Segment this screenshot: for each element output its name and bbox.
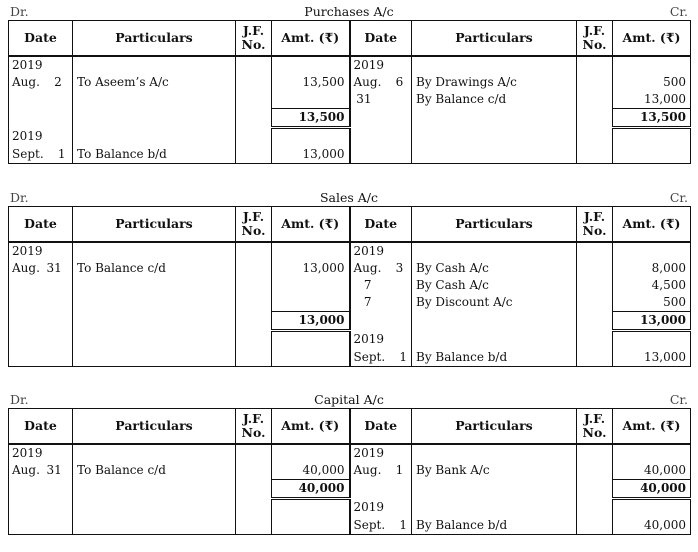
debit-jf xyxy=(236,277,272,294)
debit-date: 2019 xyxy=(9,56,73,74)
credit-date: Sept. 1 xyxy=(350,349,412,367)
credit-amount: 500 xyxy=(613,294,691,312)
credit-date xyxy=(350,312,412,331)
jf-line1: J.F. xyxy=(583,23,606,38)
jf-line1: J.F. xyxy=(242,209,265,224)
debit-amount: 13,500 xyxy=(272,74,350,91)
ledger-header xyxy=(8,188,690,206)
date-header: Date xyxy=(350,207,412,243)
debit-date: Aug. 31 xyxy=(9,462,73,480)
jf-header xyxy=(577,409,613,445)
credit-jf xyxy=(577,146,613,164)
amount-header: Amt. (₹) xyxy=(272,409,350,445)
credit-date: Aug. 1 xyxy=(350,462,412,480)
credit-particulars: By Cash A/c xyxy=(412,277,577,294)
credit-particulars xyxy=(412,444,577,462)
credit-jf xyxy=(577,260,613,277)
credit-date xyxy=(350,146,412,164)
credit-particulars: By Balance c/d xyxy=(412,91,577,109)
debit-date xyxy=(9,91,73,109)
credit-jf xyxy=(577,109,613,128)
debit-particulars xyxy=(73,294,236,312)
credit-amount: 13,500 xyxy=(613,109,691,128)
debit-amount xyxy=(272,517,350,535)
credit-particulars xyxy=(412,312,577,331)
ledger-account xyxy=(8,2,690,164)
credit-amount xyxy=(613,331,691,350)
debit-jf xyxy=(236,444,272,462)
credit-particulars: By Discount A/c xyxy=(412,294,577,312)
credit-jf xyxy=(577,462,613,480)
credit-jf xyxy=(577,312,613,331)
credit-amount: 40,000 xyxy=(613,480,691,499)
credit-particulars xyxy=(412,499,577,518)
credit-amount: 13,000 xyxy=(613,349,691,367)
debit-amount xyxy=(272,242,350,260)
credit-jf xyxy=(577,91,613,109)
debit-amount xyxy=(272,56,350,74)
credit-date: 2019 xyxy=(350,331,412,350)
debit-date xyxy=(9,480,73,499)
jf-line2: No. xyxy=(241,223,266,238)
credit-amount xyxy=(613,146,691,164)
debit-particulars xyxy=(73,277,236,294)
credit-amount: 13,000 xyxy=(613,312,691,331)
credit-jf xyxy=(577,517,613,535)
particulars-header: Particulars xyxy=(73,21,236,57)
ledger-header xyxy=(8,2,690,20)
jf-line2: No. xyxy=(582,223,607,238)
jf-line1: J.F. xyxy=(583,411,606,426)
credit-jf xyxy=(577,74,613,91)
table-row xyxy=(9,444,691,462)
debit-label: Dr. xyxy=(10,190,29,205)
credit-amount: 40,000 xyxy=(613,517,691,535)
debit-jf xyxy=(236,499,272,518)
credit-date: 2019 xyxy=(350,499,412,518)
table-row xyxy=(9,109,691,128)
credit-date: Aug. 6 xyxy=(350,74,412,91)
credit-date xyxy=(350,109,412,128)
credit-amount: 4,500 xyxy=(613,277,691,294)
credit-jf xyxy=(577,480,613,499)
debit-jf xyxy=(236,349,272,367)
particulars-header: Particulars xyxy=(412,21,577,57)
debit-date xyxy=(9,499,73,518)
table-row xyxy=(9,128,691,147)
debit-amount xyxy=(272,444,350,462)
debit-label: Dr. xyxy=(10,392,29,407)
debit-jf xyxy=(236,109,272,128)
credit-amount: 13,000 xyxy=(613,91,691,109)
debit-particulars: To Balance b/d xyxy=(73,146,236,164)
credit-jf xyxy=(577,499,613,518)
ledger-table xyxy=(8,408,691,535)
table-row xyxy=(9,312,691,331)
debit-amount xyxy=(272,349,350,367)
jf-header xyxy=(236,21,272,57)
credit-date: 7 xyxy=(350,294,412,312)
credit-particulars xyxy=(412,331,577,350)
jf-header xyxy=(236,207,272,243)
debit-particulars xyxy=(73,480,236,499)
debit-date: 2019 xyxy=(9,444,73,462)
credit-particulars: By Bank A/c xyxy=(412,462,577,480)
credit-jf xyxy=(577,331,613,350)
credit-date: 7 xyxy=(350,277,412,294)
debit-date xyxy=(9,312,73,331)
debit-particulars: To Aseem’s A/c xyxy=(73,74,236,91)
debit-jf xyxy=(236,128,272,147)
table-header-row xyxy=(9,207,691,243)
debit-amount xyxy=(272,294,350,312)
debit-jf xyxy=(236,56,272,74)
table-row xyxy=(9,91,691,109)
particulars-header: Particulars xyxy=(73,409,236,445)
credit-amount: 40,000 xyxy=(613,462,691,480)
debit-amount: 13,500 xyxy=(272,109,350,128)
debit-jf xyxy=(236,294,272,312)
amount-header: Amt. (₹) xyxy=(613,21,691,57)
debit-date xyxy=(9,331,73,350)
particulars-header: Particulars xyxy=(412,409,577,445)
credit-date: 2019 xyxy=(350,444,412,462)
table-header-row xyxy=(9,409,691,445)
jf-line2: No. xyxy=(582,37,607,52)
credit-label: Cr. xyxy=(669,4,688,19)
debit-amount xyxy=(272,128,350,147)
debit-particulars xyxy=(73,444,236,462)
debit-particulars xyxy=(73,349,236,367)
table-row xyxy=(9,74,691,91)
jf-line1: J.F. xyxy=(242,23,265,38)
credit-jf xyxy=(577,56,613,74)
table-row xyxy=(9,480,691,499)
debit-particulars xyxy=(73,56,236,74)
credit-particulars: By Balance b/d xyxy=(412,349,577,367)
table-row xyxy=(9,331,691,350)
table-row xyxy=(9,349,691,367)
credit-amount xyxy=(613,242,691,260)
credit-jf xyxy=(577,242,613,260)
credit-particulars xyxy=(412,109,577,128)
credit-date xyxy=(350,480,412,499)
debit-date: 2019 xyxy=(9,242,73,260)
table-row xyxy=(9,146,691,164)
debit-label: Dr. xyxy=(10,4,29,19)
amount-header: Amt. (₹) xyxy=(613,207,691,243)
date-header: Date xyxy=(350,21,412,57)
credit-particulars xyxy=(412,242,577,260)
jf-line2: No. xyxy=(241,37,266,52)
amount-header: Amt. (₹) xyxy=(272,207,350,243)
table-row xyxy=(9,517,691,535)
credit-particulars: By Balance b/d xyxy=(412,517,577,535)
ledger-title: Capital A/c xyxy=(314,392,384,407)
ledger-account xyxy=(8,188,690,367)
credit-jf xyxy=(577,277,613,294)
particulars-header: Particulars xyxy=(412,207,577,243)
debit-jf xyxy=(236,462,272,480)
debit-amount: 13,000 xyxy=(272,260,350,277)
credit-jf xyxy=(577,349,613,367)
debit-particulars xyxy=(73,499,236,518)
debit-date xyxy=(9,109,73,128)
ledger-account xyxy=(8,390,690,535)
debit-date: Aug. 31 xyxy=(9,260,73,277)
jf-line2: No. xyxy=(241,425,266,440)
credit-date: Aug. 3 xyxy=(350,260,412,277)
debit-date xyxy=(9,349,73,367)
credit-amount xyxy=(613,128,691,147)
credit-amount xyxy=(613,444,691,462)
date-header: Date xyxy=(350,409,412,445)
credit-label: Cr. xyxy=(669,392,688,407)
credit-amount: 500 xyxy=(613,74,691,91)
debit-particulars xyxy=(73,517,236,535)
debit-jf xyxy=(236,242,272,260)
table-row xyxy=(9,294,691,312)
credit-particulars xyxy=(412,480,577,499)
table-row xyxy=(9,462,691,480)
debit-amount: 40,000 xyxy=(272,462,350,480)
credit-jf xyxy=(577,294,613,312)
credit-particulars xyxy=(412,128,577,147)
amount-header: Amt. (₹) xyxy=(272,21,350,57)
particulars-header: Particulars xyxy=(73,207,236,243)
ledger-title: Purchases A/c xyxy=(304,4,394,19)
jf-line1: J.F. xyxy=(583,209,606,224)
amount-header: Amt. (₹) xyxy=(613,409,691,445)
debit-particulars xyxy=(73,312,236,331)
debit-jf xyxy=(236,260,272,277)
debit-date: Aug. 2 xyxy=(9,74,73,91)
credit-date: 2019 xyxy=(350,56,412,74)
debit-date: Sept. 1 xyxy=(9,146,73,164)
debit-jf xyxy=(236,517,272,535)
credit-amount xyxy=(613,499,691,518)
table-row xyxy=(9,242,691,260)
debit-amount: 40,000 xyxy=(272,480,350,499)
jf-header xyxy=(236,409,272,445)
date-header: Date xyxy=(9,207,73,243)
credit-particulars xyxy=(412,56,577,74)
debit-particulars xyxy=(73,91,236,109)
debit-particulars: To Balance c/d xyxy=(73,462,236,480)
table-row xyxy=(9,260,691,277)
table-header-row xyxy=(9,21,691,57)
table-row xyxy=(9,277,691,294)
jf-header xyxy=(577,207,613,243)
credit-particulars: By Drawings A/c xyxy=(412,74,577,91)
jf-header xyxy=(577,21,613,57)
debit-amount: 13,000 xyxy=(272,146,350,164)
debit-particulars xyxy=(73,109,236,128)
debit-amount xyxy=(272,499,350,518)
credit-particulars: By Cash A/c xyxy=(412,260,577,277)
credit-jf xyxy=(577,128,613,147)
debit-date xyxy=(9,294,73,312)
ledger-title: Sales A/c xyxy=(319,190,379,205)
debit-jf xyxy=(236,480,272,499)
debit-particulars xyxy=(73,242,236,260)
debit-jf xyxy=(236,331,272,350)
table-row xyxy=(9,56,691,74)
debit-particulars xyxy=(73,128,236,147)
credit-particulars xyxy=(412,146,577,164)
ledger-table xyxy=(8,20,691,164)
debit-particulars xyxy=(73,331,236,350)
date-header: Date xyxy=(9,409,73,445)
credit-label: Cr. xyxy=(669,190,688,205)
jf-line2: No. xyxy=(582,425,607,440)
jf-line1: J.F. xyxy=(242,411,265,426)
credit-date xyxy=(350,128,412,147)
debit-jf xyxy=(236,146,272,164)
debit-amount xyxy=(272,91,350,109)
debit-particulars: To Balance c/d xyxy=(73,260,236,277)
credit-date: 31 xyxy=(350,91,412,109)
credit-jf xyxy=(577,444,613,462)
credit-amount xyxy=(613,56,691,74)
debit-jf xyxy=(236,74,272,91)
debit-date: 2019 xyxy=(9,128,73,147)
debit-jf xyxy=(236,312,272,331)
ledger-table xyxy=(8,206,691,367)
ledger-header xyxy=(8,390,690,408)
debit-amount xyxy=(272,331,350,350)
credit-amount: 8,000 xyxy=(613,260,691,277)
credit-date: Sept. 1 xyxy=(350,517,412,535)
table-row xyxy=(9,499,691,518)
credit-date: 2019 xyxy=(350,242,412,260)
debit-jf xyxy=(236,91,272,109)
debit-date xyxy=(9,517,73,535)
date-header: Date xyxy=(9,21,73,57)
debit-date xyxy=(9,277,73,294)
debit-amount: 13,000 xyxy=(272,312,350,331)
debit-amount xyxy=(272,277,350,294)
